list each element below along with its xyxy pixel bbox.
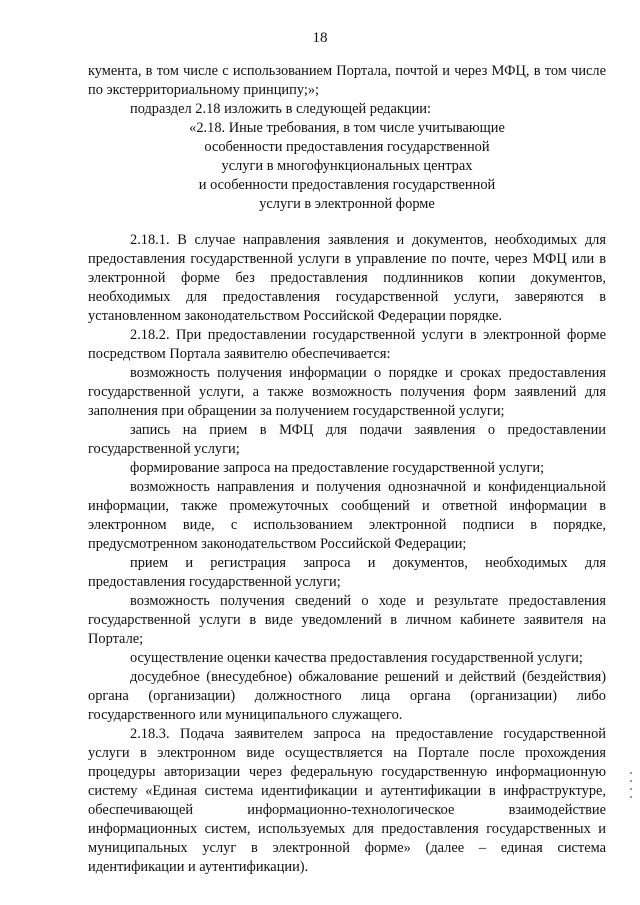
list-item: прием и регистрация запроса и документов, необходимых для предоставления государственной услуги;	[88, 555, 606, 590]
scan-dot	[630, 796, 632, 798]
heading-line: услуги в электронной форме	[259, 196, 435, 212]
list-item: формирование запроса на предоставление государственной услуги;	[130, 460, 545, 476]
list-item: возможность направления и получения однозначной и конфиденциальной информации, также промежуточных сообщений и ответной информации в электронном виде, с использованием электронной подписи в порядке, предусмотренном законодательством Российской Федерации;	[88, 479, 606, 552]
heading-line: особенности предоставления государственной	[204, 139, 490, 155]
section-heading	[88, 119, 606, 214]
heading-line: «2.18. Иные требования, в том числе учитывающие	[189, 120, 505, 136]
scan-dot	[630, 788, 632, 790]
list-item: запись на прием в МФЦ для подачи заявления о предоставлении государственной услуги;	[88, 422, 606, 457]
list-item: досудебное (внесудебное) обжалование решений и действий (бездействия) органа (организации) должностного лица органа (организации) либо государственного или муниципального служащего.	[88, 669, 606, 723]
scan-artifact	[630, 772, 632, 802]
instruction-paragraph: подраздел 2.18 изложить в следующей редакции:	[130, 101, 431, 117]
scan-dot	[630, 780, 632, 782]
scan-dot	[630, 772, 632, 774]
paragraph-2-18-3: 2.18.3. Подача заявителем запроса на предоставление государственной услуги в электронном виде осуществляется на Портале после прохождения процедуры авторизации через федеральную государственную информационную систему «Единая система идентификации и аутентификации в инфраструктуре, обеспечивающей информационно-технологическое взаимодействие информационных систем, используемых для предоставления государственных и муниципальных услуг в электронной форме» (далее – единая система идентификации и аутентификации).	[88, 726, 606, 875]
paragraph-2-18-1: 2.18.1. В случае направления заявления и документов, необходимых для предоставления государственной услуги в управление по почте, через МФЦ или в электронной форме без предоставления подлинников копии документов, необходимых для предоставления государственной услуги, заверяются в установленном законодательством Российской Федерации порядке.	[88, 232, 606, 324]
list-item: осуществление оценки качества предоставления государственной услуги;	[130, 650, 583, 666]
list-item: возможность получения сведений о ходе и результате предоставления государственной услуги в виде уведомлений в личном кабинете заявителя на Портале;	[88, 593, 606, 647]
page-number: 18	[312, 30, 328, 46]
document-body	[88, 62, 606, 877]
paragraph-2-18-2-lead: 2.18.2. При предоставлении государственной услуги в электронной форме посредством Портала заявителю обеспечивается:	[88, 327, 606, 362]
heading-line: и особенности предоставления государственной	[198, 177, 496, 193]
heading-spacer	[88, 214, 606, 231]
heading-line: услуги в многофункциональных центрах	[221, 158, 473, 174]
list-item: возможность получения информации о порядке и сроках предоставления государственной услуги, а также возможность получения форм заявлений для заполнения при обращении за получением государственной услуги;	[88, 365, 606, 419]
continuation-paragraph: кумента, в том числе с использованием Портала, почтой и через МФЦ, в том числе по экстерриториальному принципу;»;	[88, 63, 606, 98]
